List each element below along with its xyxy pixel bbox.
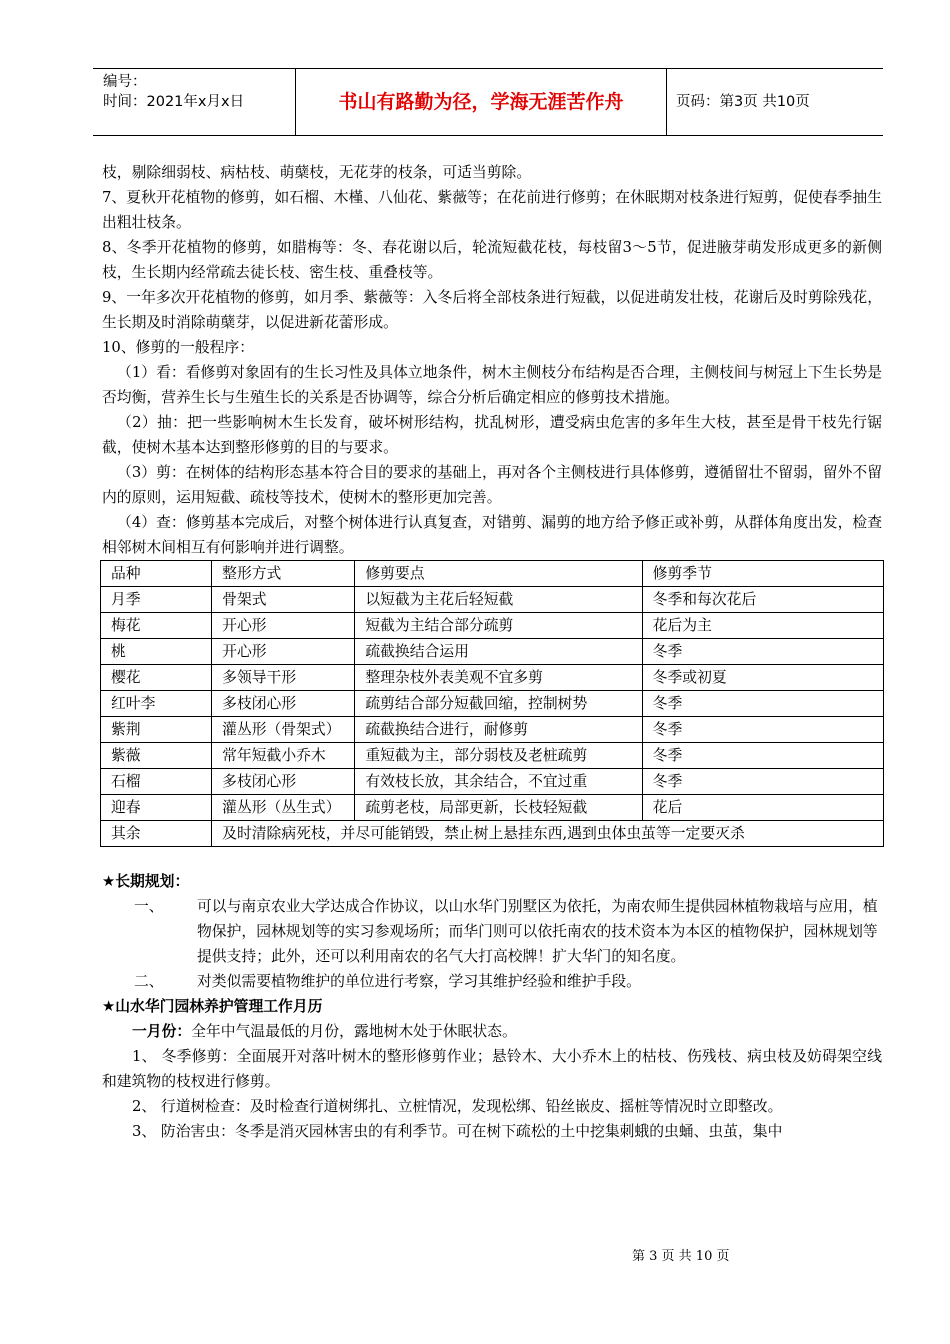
paragraph: （1）看：看修剪对象固有的生长习性及具体立地条件，树木主侧枝分布结构是否合理，主侧枝间与树冠上下生长势是否均衡，营养生长与生殖生长的关系是否协调等，综合分析后确定相应的修剪技术措施。 bbox=[102, 364, 882, 406]
table-cell: 开心形 bbox=[212, 639, 355, 665]
paragraph: 枝，剔除细弱枝、病枯枝、萌蘖枝，无花芽的枝条，可适当剪除。 bbox=[102, 164, 532, 181]
paragraph: （4）查：修剪基本完成后，对整个树体进行认真复查，对错剪、漏剪的地方给予修正或补剪，从群体角度出发，检查相邻树木间相互有何影响并进行调整。 bbox=[102, 514, 882, 556]
table-cell: 花后为主 bbox=[642, 613, 883, 639]
table-cell: 整理杂枝外表美观不宜多剪 bbox=[355, 665, 642, 691]
list-item bbox=[102, 969, 882, 994]
table-cell: 冬季 bbox=[642, 717, 883, 743]
table-row bbox=[101, 821, 884, 847]
paragraph: 3、 防治害虫：冬季是消灭园林害虫的有利季节。可在树下疏松的土中挖集刺蛾的虫蛹、虫茧，集中 bbox=[132, 1123, 783, 1140]
document-body bbox=[102, 160, 882, 1144]
table-cell: 重短截为主，部分弱枝及老桩疏剪 bbox=[355, 743, 642, 769]
table-cell: 紫薇 bbox=[101, 743, 212, 769]
table-cell: 疏剪结合部分短截回缩，控制树势 bbox=[355, 691, 642, 717]
table-cell: 迎春 bbox=[101, 795, 212, 821]
paragraph: 9、一年多次开花植物的修剪，如月季、紫薇等：入冬后将全部枝条进行短截，以促进萌发壮枝，花谢后及时剪除残花，生长期及时消除萌蘖芽，以促进新花蕾形成。 bbox=[102, 289, 882, 331]
table-cell: 梅花 bbox=[101, 613, 212, 639]
paragraph: 1、 冬季修剪：全面展开对落叶树木的整形修剪作业；悬铃木、大小乔木上的枯枝、伤残枝、病虫枝及妨碍架空线和建筑物的枝杈进行修剪。 bbox=[102, 1048, 882, 1090]
list-item bbox=[102, 894, 882, 969]
paragraph: 7、夏秋开花植物的修剪，如石榴、木槿、八仙花、紫薇等；在花前进行修剪；在休眠期对枝条进行短剪，促使春季抽生出粗壮枝条。 bbox=[102, 189, 882, 231]
table-row bbox=[101, 769, 884, 795]
table-cell: 石榴 bbox=[101, 769, 212, 795]
table-row bbox=[101, 795, 884, 821]
table-cell: 冬季 bbox=[642, 691, 883, 717]
section-title: ★长期规划： bbox=[102, 873, 190, 890]
table-cell: 及时清除病死枝，并尽可能销毁，禁止树上悬挂东西,遇到虫体虫茧等一定要灭杀 bbox=[212, 821, 884, 847]
table-cell: 多枝闭心形 bbox=[212, 691, 355, 717]
table-cell: 多领导干形 bbox=[212, 665, 355, 691]
table-header-row bbox=[101, 561, 884, 587]
table-cell: 有效枝长放，其余结合，不宜过重 bbox=[355, 769, 642, 795]
table-row bbox=[101, 743, 884, 769]
table-header-cell: 品种 bbox=[101, 561, 212, 587]
table-cell: 常年短截小乔木 bbox=[212, 743, 355, 769]
list-number: 二、 bbox=[134, 973, 164, 990]
table-cell: 短截为主结合部分疏剪 bbox=[355, 613, 642, 639]
page-header bbox=[93, 68, 883, 136]
header-page-code: 页码：第3页 共10页 bbox=[676, 94, 810, 110]
month-text: 全年中气温最低的月份，露地树木处于休眠状态。 bbox=[191, 1023, 517, 1040]
table-cell: 以短截为主花后轻短截 bbox=[355, 587, 642, 613]
header-meta bbox=[103, 72, 293, 112]
table-cell: 灌丛形（骨架式） bbox=[212, 717, 355, 743]
table-cell: 开心形 bbox=[212, 613, 355, 639]
table-cell: 多枝闭心形 bbox=[212, 769, 355, 795]
table-cell: 疏截换结合运用 bbox=[355, 639, 642, 665]
table-cell: 月季 bbox=[101, 587, 212, 613]
paragraph: （3）剪：在树体的结构形态基本符合目的要求的基础上，再对各个主侧枝进行具体修剪，遵循留壮不留弱，留外不留内的原则，运用短截、疏枝等技术，使树木的整形更加完善。 bbox=[102, 464, 882, 506]
table-row bbox=[101, 639, 884, 665]
table-row bbox=[101, 691, 884, 717]
pruning-table bbox=[100, 560, 884, 847]
table-cell: 其余 bbox=[101, 821, 212, 847]
table-cell: 冬季或初夏 bbox=[642, 665, 883, 691]
list-text: 对类似需要植物维护的单位进行考察，学习其维护经验和维护手段。 bbox=[197, 973, 641, 990]
table-cell: 骨架式 bbox=[212, 587, 355, 613]
paragraph: 10、修剪的一般程序： bbox=[102, 339, 255, 356]
table-cell: 疏剪老枝，局部更新，长枝轻短截 bbox=[355, 795, 642, 821]
doc-number-label: 编号： bbox=[103, 74, 147, 90]
list-text: 可以与南京农业大学达成合作协议，以山水华门别墅区为依托，为南农师生提供园林植物栽培与应用，植物保护，园林规划等的实习参观场所；而华门则可以依托南农的技术资本为本区的植物保护，园林规划等提供支持；此外，还可以利用南农的名气大打高校牌！扩大华门的知名度。 bbox=[197, 898, 878, 965]
table-cell: 桃 bbox=[101, 639, 212, 665]
doc-time-label: 时间：2021年x月x日 bbox=[103, 94, 245, 110]
table-header-cell: 修剪要点 bbox=[355, 561, 642, 587]
month-line bbox=[102, 1019, 882, 1044]
table-cell: 花后 bbox=[642, 795, 883, 821]
table-header-cell: 整形方式 bbox=[212, 561, 355, 587]
table-header-cell: 修剪季节 bbox=[642, 561, 883, 587]
table-cell: 冬季和每次花后 bbox=[642, 587, 883, 613]
table-cell: 疏截换结合进行，耐修剪 bbox=[355, 717, 642, 743]
page-number: 第 3 页 共 10 页 bbox=[632, 1249, 730, 1264]
paragraph: 2、 行道树检查：及时检查行道树绑扎、立桩情况，发现松绑、铅丝嵌皮、摇桩等情况时立即整改。 bbox=[132, 1098, 783, 1115]
section-title: ★山水华门园林养护管理工作月历 bbox=[102, 998, 323, 1015]
month-label: 一月份： bbox=[132, 1023, 192, 1040]
table-row bbox=[101, 613, 884, 639]
table-cell: 冬季 bbox=[642, 769, 883, 795]
table-cell: 樱花 bbox=[101, 665, 212, 691]
table-row bbox=[101, 717, 884, 743]
table-cell: 冬季 bbox=[642, 743, 883, 769]
table-cell: 紫荆 bbox=[101, 717, 212, 743]
list-number: 一、 bbox=[134, 898, 164, 915]
header-motto: 书山有路勤为径，学海无涯苦作舟 bbox=[338, 91, 624, 113]
table-cell: 红叶李 bbox=[101, 691, 212, 717]
table-row bbox=[101, 665, 884, 691]
paragraph: （2）抽：把一些影响树木生长发育，破坏树形结构，扰乱树形，遭受病虫危害的多年生大枝，甚至是骨干枝先行锯截，使树木基本达到整形修剪的目的与要求。 bbox=[102, 414, 882, 456]
table-cell: 冬季 bbox=[642, 639, 883, 665]
table-row bbox=[101, 587, 884, 613]
table-cell: 灌丛形（丛生式） bbox=[212, 795, 355, 821]
paragraph: 8、冬季开花植物的修剪，如腊梅等：冬、春花谢以后，轮流短截花枝，每枝留3～5节，促进腋芽萌发形成更多的新侧枝，生长期内经常疏去徒长枝、密生枝、重叠枝等。 bbox=[102, 239, 882, 281]
header-divider bbox=[666, 69, 667, 135]
